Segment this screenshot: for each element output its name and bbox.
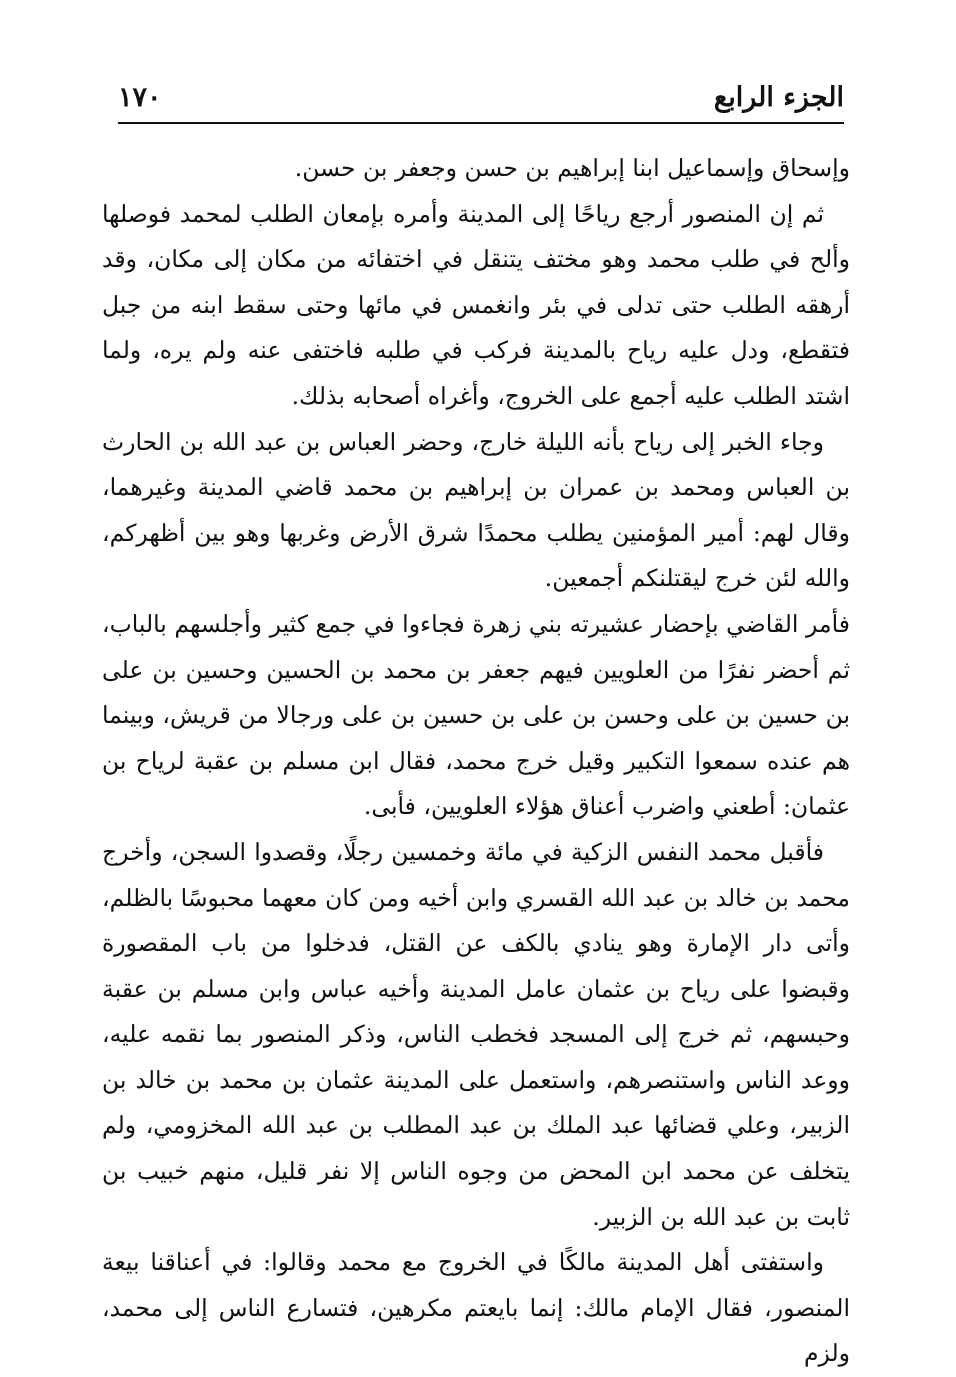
paragraph: فأمر القاضي بإحضار عشيرته بني زهرة فجاءوا في جمع كثير وأجلسهم بالباب، ثم أحضر نفرًا من العلويين فيهم جعفر بن محمد بن الحسين وحسين بن على بن حسين بن على وحسن بن على بن حسين بن على ورجالا من قريش، وبينما هم عنده سمعوا التكبير وقيل خرج محمد، فقال ابن مسلم بن عقبة لرياح بن عثمان: أطعني واضرب أعناق هؤلاء العلويين، فأبى. xyxy=(102,609,850,821)
paragraph: وجاء الخبر إلى رياح بأنه الليلة خارج، وحضر العباس بن عبد الله بن الحارث بن العباس ومحمد بن عمران بن إبراهيم بن محمد قاضي المدينة وغيرهما، وقال لهم: أمير المؤمنين يطلب محمدًا شرق الأرض وغربها وهو بين أظهركم، والله لئن خرج ليقتلنكم أجمعين. xyxy=(102,427,850,593)
paragraph: فأقبل محمد النفس الزكية في مائة وخمسين رجلًا، وقصدوا السجن، وأخرج محمد بن خالد بن عبد الله القسري وابن أخيه ومن كان معهما محبوسًا بالظلم، وأتى دار الإمارة وهو ينادي بالكف عن القتل، فدخلوا من باب المقصورة وقبضوا على رياح بن عثمان عامل المدينة وأخيه عباس وابن مسلم بن عقبة وحبسهم، ثم خرج إلى المسجد فخطب الناس، وذكر المنصور بما نقمه عليه، ووعد الناس واستنصرهم، واستعمل على المدينة عثمان بن محمد بن خالد بن الزبير، وعلي قضائها عبد الملك بن عبد المطلب بن عبد الله المخزومي، ولم يتخلف عن محمد ابن المحض من وجوه الناس إلا نفر قليل، منهم خبيب بن ثابت بن عبد الله بن الزبير. xyxy=(102,837,850,1231)
body-text xyxy=(102,146,850,1377)
paragraph: وإسحاق وإسماعيل ابنا إبراهيم بن حسن وجعفر بن حسن. xyxy=(294,154,850,182)
running-header xyxy=(118,78,844,118)
paragraph: واستفتى أهل المدينة مالكًا في الخروج مع محمد وقالوا: في أعناقنا بيعة المنصور، فقال الإمام مالك: إنما بايعتم مكرهين، فتسارع الناس إلى محمد، ولزم xyxy=(102,1248,850,1368)
paragraph: ثم إن المنصور أرجع رياحًا إلى المدينة وأمره بإمعان الطلب لمحمد فوصلها وألح في طلب محمد وهو مختف يتنقل في اختفائه من مكان إلى مكان، وقد أرهقه الطلب حتى تدلى في بئر وانغمس في مائها وحتى سقط ابنه من جبل فتقطع، ودل عليه رياح بالمدينة فركب في طلبه فاختفى عنه ولم يره، ولما اشتد الطلب عليه أجمع على الخروج، وأغراه أصحابه بذلك. xyxy=(102,199,850,410)
running-title: الجزء الرابع xyxy=(713,82,844,113)
header-rule xyxy=(118,122,844,124)
page-number: ١٧٠ xyxy=(118,82,162,113)
